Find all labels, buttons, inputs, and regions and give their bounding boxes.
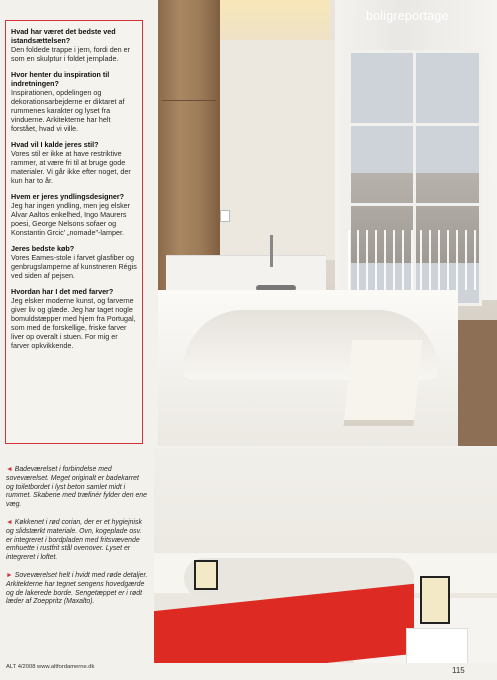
caption: [6, 519, 148, 563]
question: Hvor henter du inspiration til indretningen?: [11, 70, 110, 88]
caption-arrow: ◄: [6, 518, 13, 526]
balcony-railing: [348, 230, 482, 290]
faucet-spout: [270, 235, 273, 267]
wood-floor: [458, 320, 497, 446]
qa-item: [11, 27, 137, 63]
answer: Den foldede trappe i jern, fordi den er som en skulptur i foldet jernplade.: [11, 45, 131, 63]
bedroom-photo: [154, 448, 497, 663]
wall: [220, 40, 335, 260]
footer-source: ALT 4/2008 www.altfordamerne.dk: [6, 664, 95, 670]
interview-box: [5, 20, 143, 444]
question: Hvem er jeres yndlingsdesigner?: [11, 192, 125, 201]
caption: [6, 466, 148, 510]
caption-arrow: ►: [6, 571, 13, 579]
nightstand: [406, 628, 468, 663]
photo-captions: [6, 466, 148, 616]
question: Hvad har været det bedste ved istandsættelsen?: [11, 27, 116, 45]
bathroom-photo: [158, 0, 497, 446]
qa-item: [11, 70, 137, 133]
qa-item: [11, 140, 137, 185]
answer: Jeg har ingen yndling, men jeg elsker Alvar Aaltos enkelhed, Ingo Maurers poesi, George Nelsons sofaer og Konstantin Grcic' „nomade"-lamper.: [11, 201, 131, 237]
towel: [343, 340, 422, 426]
caption-arrow: ◄: [6, 466, 13, 473]
section-tag: boligreportage: [366, 9, 449, 23]
caption-text: Soveværelset helt i hvidt med røde detaljer. Arkitekterne har tegnet sengens hovedgærde og de lakerede borde. Sengetæppet er i rødt læder af Zoeppritz (Maxalto).: [6, 571, 148, 606]
qa-item: [11, 192, 137, 237]
bedside-lamp-right: [420, 576, 450, 624]
qa-item: [11, 244, 137, 280]
caption: [6, 572, 148, 607]
caption-text: Køkkenet i rød corian, der er et hygiejnisk og slidstærkt materiale. Ovn, kogeplade osv. er integreret i bordpladen med fritsvævende emhuette i rustfrit stål ovenover. Lyset er integreret i loftet.: [6, 518, 142, 562]
answer: Inspirationen, opdelingen og dekorationsarbejderne er diktaret af rummenes karakter og lyset fra vinduerne. Arkitekterne har helt forstået, hvad vi ville.: [11, 88, 125, 133]
question: Jeres bedste køb?: [11, 244, 75, 253]
bedside-lamp-left: [194, 560, 218, 590]
question: Hvad vil I kalde jeres stil?: [11, 140, 99, 149]
question: Hvordan har I det med farver?: [11, 287, 114, 296]
answer: Jeg elsker moderne kunst, og farverne giver liv og glæde. Jeg har taget nogle bomuldstæpper med hjem fra Portugal, som med de forskellige, friske farver liver op overalt i stuen. For mig er farver opkvikkende.: [11, 296, 136, 350]
qa-item: [11, 287, 137, 350]
caption-text: Badeværelset i forbindelse med soveværelset. Meget originalt er badekarret og toiletbordet i lyst beton samlet midt i rummet. Skabene med træfinér fylder den ene væg.: [6, 466, 147, 509]
answer: Vores stil er ikke at have restriktive rammer, at være fri til at bruge gode materialer. Vi går ikke efter noget, der kun har to år.: [11, 149, 131, 185]
ceiling-light: [220, 0, 330, 40]
answer: Vores Eames-stole i farvet glasfiber og genbrugslamperne af kunstneren Régis ved siden af pejsen.: [11, 253, 137, 280]
page-number: 115: [452, 666, 465, 675]
light-switch: [220, 210, 230, 222]
